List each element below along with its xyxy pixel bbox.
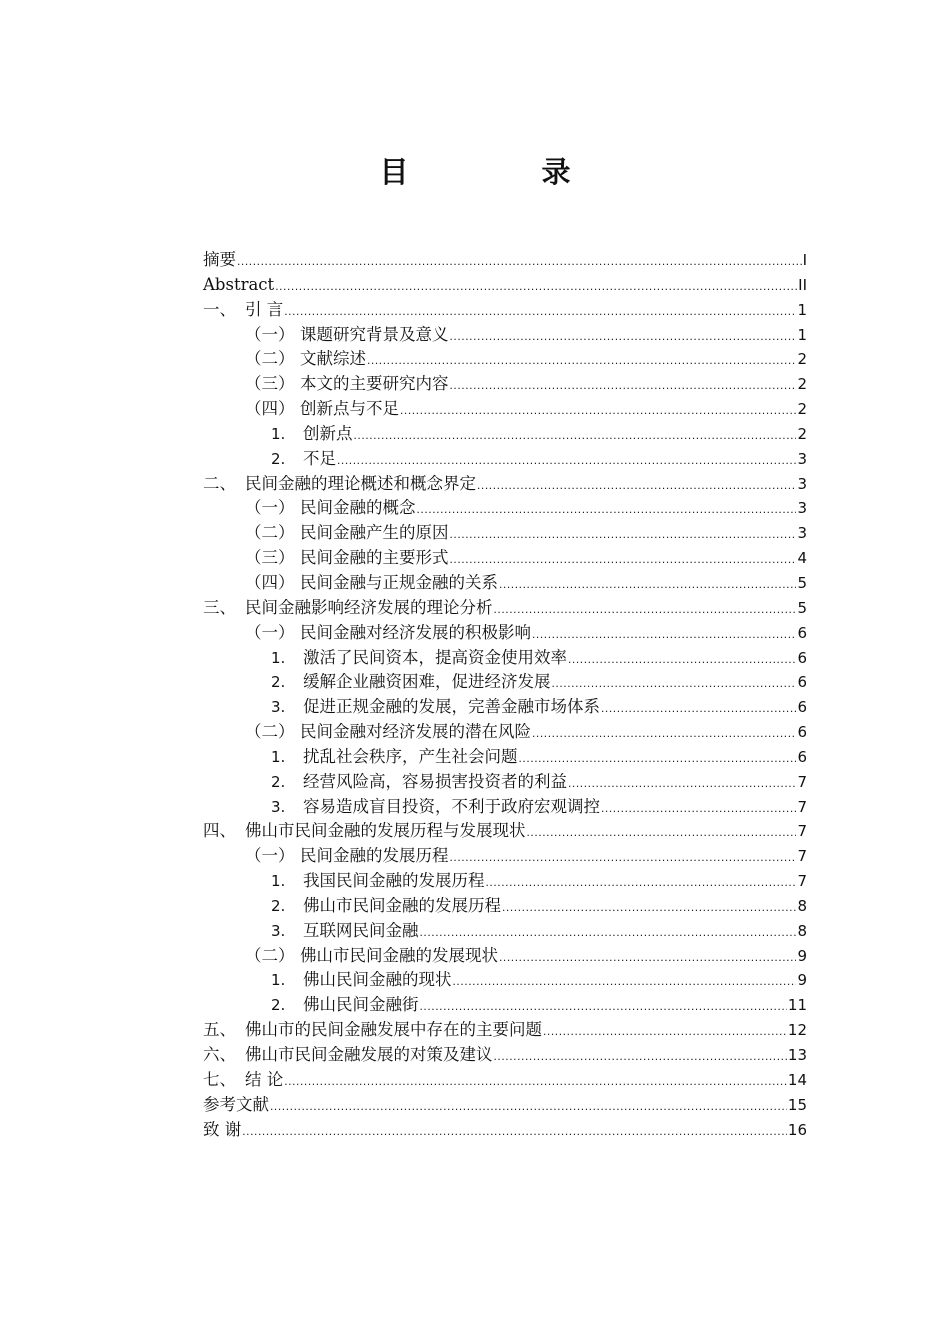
toc-entry-number: （三）: [245, 374, 295, 394]
toc-entry-title: Abstract: [203, 274, 275, 294]
toc-entry-page-number: 6: [797, 673, 807, 692]
toc-dot-leader: [499, 945, 796, 970]
toc-entry-title: 民间金融的发展历程: [300, 846, 449, 866]
toc-entry-title: 民间金融与正规金融的关系: [300, 572, 498, 592]
toc-dot-leader: [486, 870, 797, 895]
toc-entry-title: 佛山市民间金融的发展历程与发展现状: [245, 821, 526, 841]
toc-entry-number: 1.: [271, 971, 286, 990]
toc-entry[interactable]: [203, 795, 807, 820]
toc-entry[interactable]: [203, 347, 807, 372]
toc-entry-title: 摘要: [203, 250, 236, 269]
toc-entry[interactable]: [203, 1018, 807, 1043]
toc-entry-page-number: I: [802, 251, 807, 269]
toc-dot-leader: [494, 597, 797, 622]
toc-entry-page-number: 2: [797, 400, 807, 419]
toc-entry-number: 2.: [271, 996, 286, 1015]
toc-entry-page-number: II: [798, 275, 807, 294]
toc-entry[interactable]: [203, 1093, 807, 1118]
toc-entry[interactable]: [203, 273, 807, 298]
toc-dot-leader: [532, 721, 796, 746]
toc-entry[interactable]: [203, 323, 807, 348]
toc-entry-page-number: 3: [797, 499, 807, 518]
toc-dot-leader: [499, 572, 796, 597]
toc-entry-title: 缓解企业融资困难，促进经济发展: [303, 672, 551, 692]
toc-entry-number: （一）: [245, 324, 295, 344]
toc-entry-title: 本文的主要研究内容: [300, 374, 449, 394]
toc-entry-title: 民间金融对经济发展的潜在风险: [300, 722, 531, 742]
toc-entry-title: 引 言: [245, 299, 284, 319]
toc-entry-number: 五、: [203, 1020, 236, 1040]
toc-entry[interactable]: [203, 745, 807, 770]
toc-entry-title: 创新点: [303, 423, 353, 443]
toc-entry-number: 3.: [271, 698, 286, 717]
toc-dot-leader: [502, 895, 796, 920]
toc-entry-page-number: 4: [797, 549, 807, 568]
toc-entry[interactable]: [203, 869, 807, 894]
toc-entry[interactable]: [203, 372, 807, 397]
toc-dot-leader: [450, 845, 797, 870]
toc-dot-leader: [420, 994, 787, 1019]
toc-entry-page-number: 13: [787, 1046, 807, 1064]
table-of-contents: [203, 248, 807, 1142]
toc-entry-title: 佛山民间金融街: [303, 995, 419, 1015]
toc-entry[interactable]: [203, 993, 807, 1018]
toc-entry-page-number: 8: [797, 896, 807, 915]
toc-entry-page-number: 2: [797, 424, 807, 443]
toc-entry-number: 3.: [271, 797, 286, 816]
toc-entry-title: 结 论: [245, 1069, 284, 1089]
toc-entry-page-number: 2: [797, 375, 807, 394]
toc-entry-page-number: 5: [797, 573, 807, 592]
toc-entry-page-number: 6: [797, 747, 807, 766]
toc-entry-number: 1.: [271, 424, 286, 443]
toc-entry-title: 容易造成盲目投资，不利于政府宏观调控: [303, 796, 600, 816]
toc-dot-leader: [275, 274, 797, 299]
toc-entry-title: 文献综述: [300, 349, 366, 369]
toc-entry[interactable]: [203, 1068, 807, 1093]
toc-entry[interactable]: [203, 770, 807, 795]
toc-entry-page-number: 2: [797, 350, 807, 369]
toc-entry-number: （二）: [245, 722, 295, 742]
toc-dot-leader: [543, 1019, 787, 1044]
toc-entry[interactable]: [203, 819, 807, 844]
toc-entry[interactable]: [203, 472, 807, 497]
toc-entry-number: （二）: [245, 945, 295, 965]
toc-entry-page-number: 7: [797, 847, 807, 866]
toc-entry-number: （二）: [245, 349, 295, 369]
toc-entry-page-number: 6: [797, 698, 807, 717]
toc-entry-title: 扰乱社会秩序，产生社会问题: [303, 746, 518, 766]
toc-dot-leader: [242, 1119, 787, 1144]
toc-entry-page-number: 16: [787, 1120, 807, 1139]
toc-entry-page-number: 15: [787, 1095, 807, 1114]
toc-entry[interactable]: [203, 844, 807, 869]
toc-entry[interactable]: [203, 447, 807, 472]
toc-entry[interactable]: [203, 621, 807, 646]
toc-dot-leader: [367, 348, 796, 373]
toc-entry-title: 佛山市民间金融发展的对策及建议: [245, 1045, 493, 1064]
toc-entry-number: （一）: [245, 622, 295, 642]
toc-dot-leader: [527, 820, 797, 845]
toc-entry-page-number: 1: [797, 300, 807, 319]
toc-entry-page-number: 6: [797, 648, 807, 667]
toc-entry[interactable]: [203, 1043, 807, 1068]
toc-dot-leader: [494, 1044, 787, 1069]
toc-entry-page-number: 3: [797, 524, 807, 543]
toc-dot-leader: [568, 771, 796, 796]
toc-dot-leader: [450, 324, 797, 349]
toc-entry[interactable]: [203, 919, 807, 944]
toc-entry-number: 2.: [271, 896, 286, 915]
toc-entry-page-number: 6: [797, 623, 807, 642]
toc-dot-leader: [237, 249, 802, 274]
toc-entry[interactable]: [203, 596, 807, 621]
toc-entry-title: 民间金融产生的原因: [300, 523, 449, 543]
toc-entry-number: 二、: [203, 473, 236, 493]
toc-entry[interactable]: [203, 720, 807, 745]
toc-dot-leader: [532, 622, 796, 647]
toc-dot-leader: [477, 473, 796, 498]
toc-entry-page-number: 5: [797, 598, 807, 617]
toc-entry-page-number: 7: [797, 772, 807, 791]
toc-dot-leader: [450, 547, 797, 572]
toc-entry-number: 1.: [271, 872, 286, 891]
toc-dot-leader: [417, 497, 797, 522]
toc-entry[interactable]: [203, 571, 807, 596]
toc-entry[interactable]: [203, 670, 807, 695]
toc-entry-title: 创新点与不足: [300, 399, 399, 419]
toc-entry-title: 致 谢: [203, 1119, 242, 1139]
toc-entry-number: 1.: [271, 648, 286, 667]
toc-entry-number: 三、: [203, 597, 236, 617]
toc-entry[interactable]: [203, 496, 807, 521]
toc-dot-leader: [354, 423, 797, 448]
toc-entry-number: （四）: [245, 572, 295, 592]
toc-entry-title: 参考文献: [203, 1094, 269, 1114]
toc-entry[interactable]: [203, 546, 807, 571]
toc-entry-title: 促进正规金融的发展，完善金融市场体系: [303, 697, 600, 717]
toc-entry-title: 经营风险高，容易损害投资者的利益: [303, 771, 567, 791]
toc-entry-page-number: 3: [797, 449, 807, 468]
toc-entry-page-number: 1: [797, 325, 807, 344]
toc-entry-title: 佛山市的民间金融发展中存在的主要问题: [245, 1020, 542, 1040]
toc-entry[interactable]: [203, 944, 807, 969]
toc-entry-title: 民间金融的概念: [300, 498, 416, 518]
toc-entry-number: 2.: [271, 449, 286, 468]
toc-dot-leader: [568, 647, 796, 672]
toc-entry[interactable]: [203, 968, 807, 993]
toc-entry[interactable]: [203, 298, 807, 323]
toc-entry-number: 1.: [271, 747, 286, 766]
toc-dot-leader: [519, 746, 797, 771]
toc-entry-title: 民间金融对经济发展的积极影响: [300, 622, 531, 642]
toc-entry-number: 六、: [203, 1045, 236, 1064]
toc-dot-leader: [284, 299, 796, 324]
toc-entry-number: 四、: [203, 821, 236, 841]
toc-entry-title: 课题研究背景及意义: [300, 324, 449, 344]
toc-entry[interactable]: [203, 521, 807, 546]
toc-entry-page-number: 11: [787, 996, 807, 1015]
toc-entry-title: 我国民间金融的发展历程: [303, 871, 485, 891]
toc-entry-title: 佛山民间金融的现状: [303, 970, 452, 990]
toc-dot-leader: [270, 1094, 787, 1119]
toc-entry-page-number: 6: [797, 723, 807, 742]
toc-entry-number: （三）: [245, 548, 295, 568]
toc-entry-title: 民间金融的主要形式: [300, 548, 449, 568]
toc-dot-leader: [284, 1069, 787, 1094]
toc-entry-page-number: 14: [787, 1070, 807, 1089]
toc-entry-title: 互联网民间金融: [303, 920, 419, 940]
toc-entry-page-number: 7: [797, 797, 807, 816]
toc-dot-leader: [400, 398, 796, 423]
toc-entry-page-number: 7: [797, 872, 807, 891]
toc-entry[interactable]: [203, 248, 807, 273]
toc-entry-number: （一）: [245, 498, 295, 518]
toc-entry[interactable]: [203, 397, 807, 422]
toc-entry-number: 2.: [271, 673, 286, 692]
toc-dot-leader: [601, 696, 796, 721]
toc-entry-page-number: 3: [797, 474, 807, 493]
toc-entry-number: 一、: [203, 299, 236, 319]
toc-entry-title: 民间金融影响经济发展的理论分析: [245, 597, 493, 617]
toc-dot-leader: [450, 373, 797, 398]
toc-entry-number: （四）: [245, 399, 295, 419]
toc-entry-number: 3.: [271, 921, 286, 940]
toc-entry-number: 2.: [271, 772, 286, 791]
toc-entry[interactable]: [203, 894, 807, 919]
toc-dot-leader: [601, 796, 796, 821]
toc-entry[interactable]: [203, 422, 807, 447]
toc-entry[interactable]: [203, 695, 807, 720]
toc-entry-page-number: 12: [787, 1021, 807, 1040]
toc-dot-leader: [337, 448, 796, 473]
toc-entry-title: 不足: [303, 448, 336, 468]
toc-entry-page-number: 7: [797, 822, 807, 841]
toc-entry-number: （一）: [245, 846, 295, 866]
toc-entry-number: （二）: [245, 523, 295, 543]
toc-entry-page-number: 9: [797, 946, 807, 965]
toc-entry-number: 七、: [203, 1069, 236, 1089]
toc-title: 目 录: [379, 155, 623, 189]
toc-entry-title: 佛山市民间金融的发展现状: [300, 945, 498, 965]
toc-entry[interactable]: [203, 646, 807, 671]
toc-dot-leader: [453, 969, 797, 994]
toc-entry[interactable]: [203, 1118, 807, 1143]
toc-dot-leader: [450, 522, 797, 547]
toc-entry-title: 民间金融的理论概述和概念界定: [245, 473, 476, 493]
toc-entry-title: 佛山市民间金融的发展历程: [303, 895, 501, 915]
toc-entry-title: 激活了民间资本，提高资金使用效率: [303, 647, 567, 667]
toc-dot-leader: [420, 920, 797, 945]
toc-entry-page-number: 8: [797, 921, 807, 940]
toc-dot-leader: [552, 671, 797, 696]
toc-entry-page-number: 9: [797, 971, 807, 990]
